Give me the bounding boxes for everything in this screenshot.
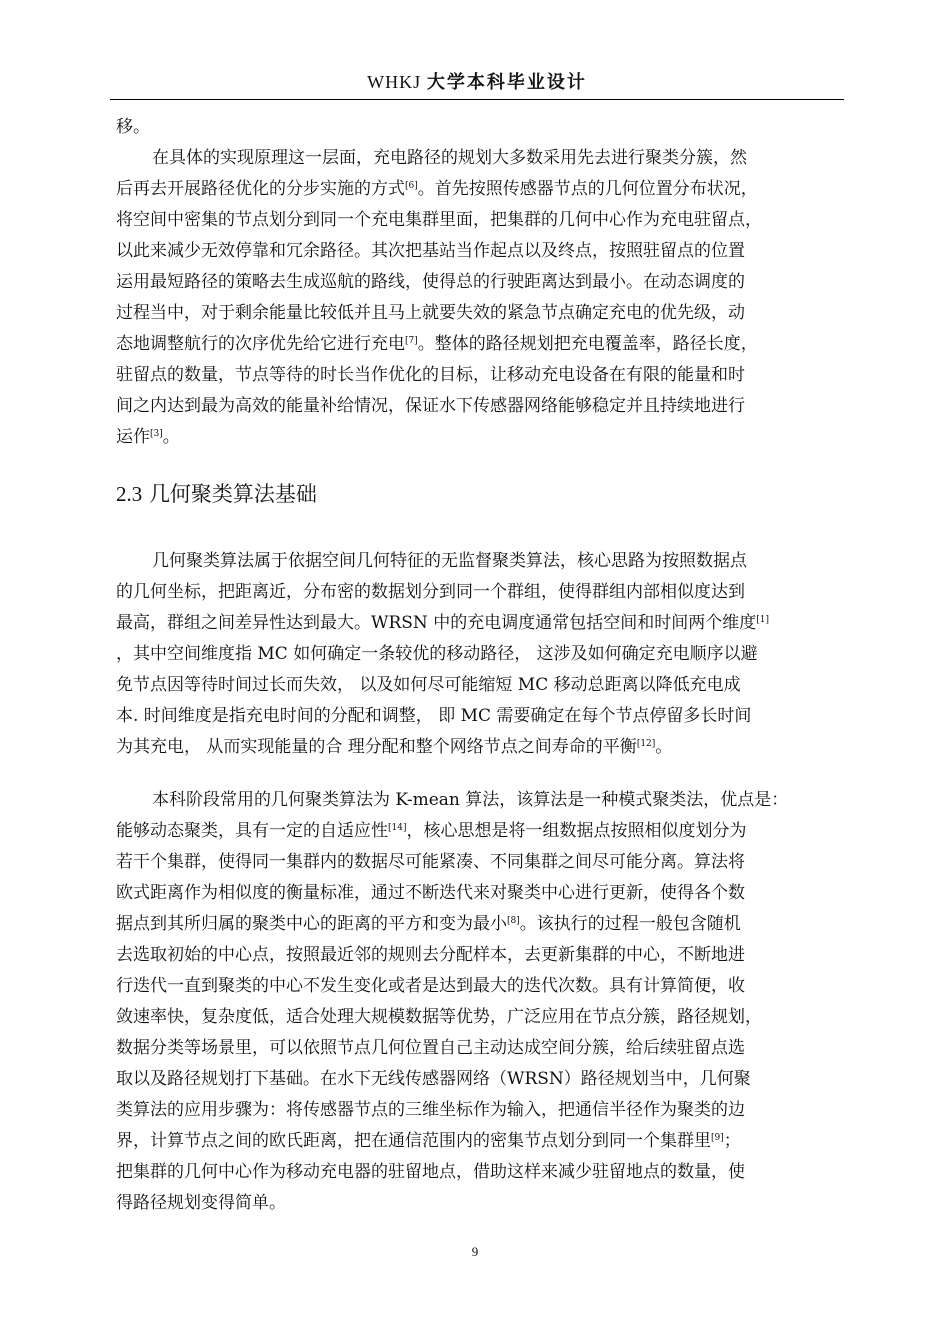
text-segment: 最高，群组之间差异性达到最大。WRSN 中的充电调度通常包括空间和时间两个维度 — [116, 613, 757, 633]
text-line — [116, 608, 769, 639]
text-line: 驻留点的数量，节点等待的时长当作优化的目标，让移动充电设备在有限的能量和时 — [116, 365, 745, 385]
text-line: 运用最短路径的策略去生成巡航的路线，使得总的行驶距离达到最小。在动态调度的 — [116, 272, 745, 292]
text-line — [116, 816, 788, 847]
text-segment: 态地调整航行的次序优先给它进行充电 — [116, 334, 405, 354]
text-line — [116, 732, 769, 763]
text-line: 的几何坐标，把距离近，分布密的数据划分到同一个群组，使得群组内部相似度达到 — [116, 582, 745, 602]
citation-reference: [7] — [405, 336, 418, 346]
text-line — [116, 174, 762, 205]
text-line: 过程当中，对于剩余能量比较低并且马上就要失效的紧急节点确定充电的优先级，动 — [116, 303, 745, 323]
citation-reference: [14] — [388, 823, 407, 833]
text-line — [116, 329, 762, 360]
text-line: 本科阶段常用的几何聚类算法为 K-mean 算法，该算法是一种模式聚类法，优点是： — [152, 790, 789, 810]
text-segment: 。该执行的过程一般包含随机 — [519, 914, 741, 934]
text-line: 行迭代一直到聚类的中心不发生变化或者是达到最大的迭代次数。具有计算简便，收 — [116, 976, 745, 996]
text-line — [116, 422, 762, 453]
section-number: 2.3 — [116, 482, 143, 506]
text-segment: ； — [723, 1131, 741, 1151]
text-segment: 为其充电， 从而实现能量的合 理分配和整个网络节点之间寿命的平衡 — [116, 737, 637, 757]
header-rule — [110, 99, 844, 100]
paragraph-charging-path — [116, 143, 762, 453]
text-line: 免节点因等待时间过长而失效， 以及如何尽可能缩短 MC 移动总距离以降低充电成 — [116, 675, 741, 695]
text-segment: 。 — [162, 427, 180, 447]
text-line: 欧式距离作为相似度的衡量标准，通过不断迭代来对聚类中心进行更新，使得各个数 — [116, 883, 745, 903]
text-line — [116, 909, 788, 940]
text-segment: 。 — [655, 737, 673, 757]
page-number: 9 — [471, 1244, 479, 1259]
header-title: 大学本科毕业设计 — [426, 72, 587, 93]
text-line: 本. 时间维度是指充电时间的分配和调整， 即 MC 需要确定在每个节点停留多长时间 — [116, 706, 752, 726]
text-segment: 。整体的路径规划把充电覆盖率，路径长度， — [417, 334, 758, 354]
text-line: 间之内达到最为高效的能量补给情况，保证水下传感器网络能够稳定并且持续地进行 — [116, 396, 745, 416]
text-line: 以此来减少无效停靠和冗余路径。其次把基站当作起点以及终点，按照驻留点的位置 — [116, 241, 745, 261]
paragraph-continuation — [116, 112, 150, 143]
text-segment: 界，计算节点之间的欧氏距离，把在通信范围内的密集节点划分到同一个集群里 — [116, 1131, 711, 1151]
citation-reference: [1] — [756, 615, 769, 625]
section-heading — [116, 478, 317, 510]
citation-reference: [9] — [711, 1133, 724, 1143]
paragraph-kmeans — [116, 785, 788, 1219]
citation-reference: [8] — [507, 916, 520, 926]
text-line: ，其中空间维度指 MC 如何确定一条较优的移动路径， 这涉及如何确定充电顺序以避 — [116, 644, 758, 664]
paragraph-geometric-clustering — [116, 546, 769, 763]
section-title: 几何聚类算法基础 — [148, 482, 317, 506]
text-line: 敛速率快，复杂度低，适合处理大规模数据等优势，广泛应用在节点分簇，路径规划， — [116, 1007, 762, 1027]
text-line: 将空间中密集的节点划分到同一个充电集群里面，把集群的几何中心作为充电驻留点， — [116, 210, 762, 230]
text-segment: 能够动态聚类，具有一定的自适应性 — [116, 821, 388, 841]
text-line: 去选取初始的中心点，按照最近邻的规则去分配样本，去更新集群的中心，不断地进 — [116, 945, 745, 965]
text-line: 在具体的实现原理这一层面，充电路径的规划大多数采用先去进行聚类分簇，然 — [152, 148, 747, 168]
text-line — [116, 1126, 788, 1157]
text-segment: 据点到其所归属的聚类中心的距离的平方和变为最小 — [116, 914, 507, 934]
text-segment: 。首先按照传感器节点的几何位置分布状况， — [417, 179, 758, 199]
header-latin: WHKJ — [367, 72, 422, 92]
text-segment: 运作 — [116, 427, 150, 447]
text-line: 移。 — [116, 117, 150, 137]
text-segment: ，核心思想是将一组数据点按照相似度划分为 — [406, 821, 747, 841]
text-line: 数据分类等场景里，可以依照节点几何位置自己主动达成空间分簇，给后续驻留点选 — [116, 1038, 745, 1058]
citation-reference: [6] — [405, 181, 418, 191]
page-header — [110, 68, 844, 96]
text-line: 若干个集群，使得同一集群内的数据尽可能紧凑、不同集群之间尽可能分离。算法将 — [116, 852, 745, 872]
text-line: 把集群的几何中心作为移动充电器的驻留地点，借助这样来减少驻留地点的数量，使 — [116, 1162, 745, 1182]
citation-reference: [3] — [150, 429, 163, 439]
text-line: 几何聚类算法属于依据空间几何特征的无监督聚类算法，核心思路为按照数据点 — [152, 551, 747, 571]
text-line: 取以及路径规划打下基础。在水下无线传感器网络（WRSN）路径规划当中，几何聚 — [116, 1069, 751, 1089]
text-line: 得路径规划变得简单。 — [116, 1193, 286, 1213]
text-segment: 后再去开展路径优化的分步实施的方式 — [116, 179, 405, 199]
text-line: 类算法的应用步骤为：将传感器节点的三维坐标作为输入，把通信半径作为聚类的边 — [116, 1100, 745, 1120]
citation-reference: [12] — [636, 739, 656, 749]
